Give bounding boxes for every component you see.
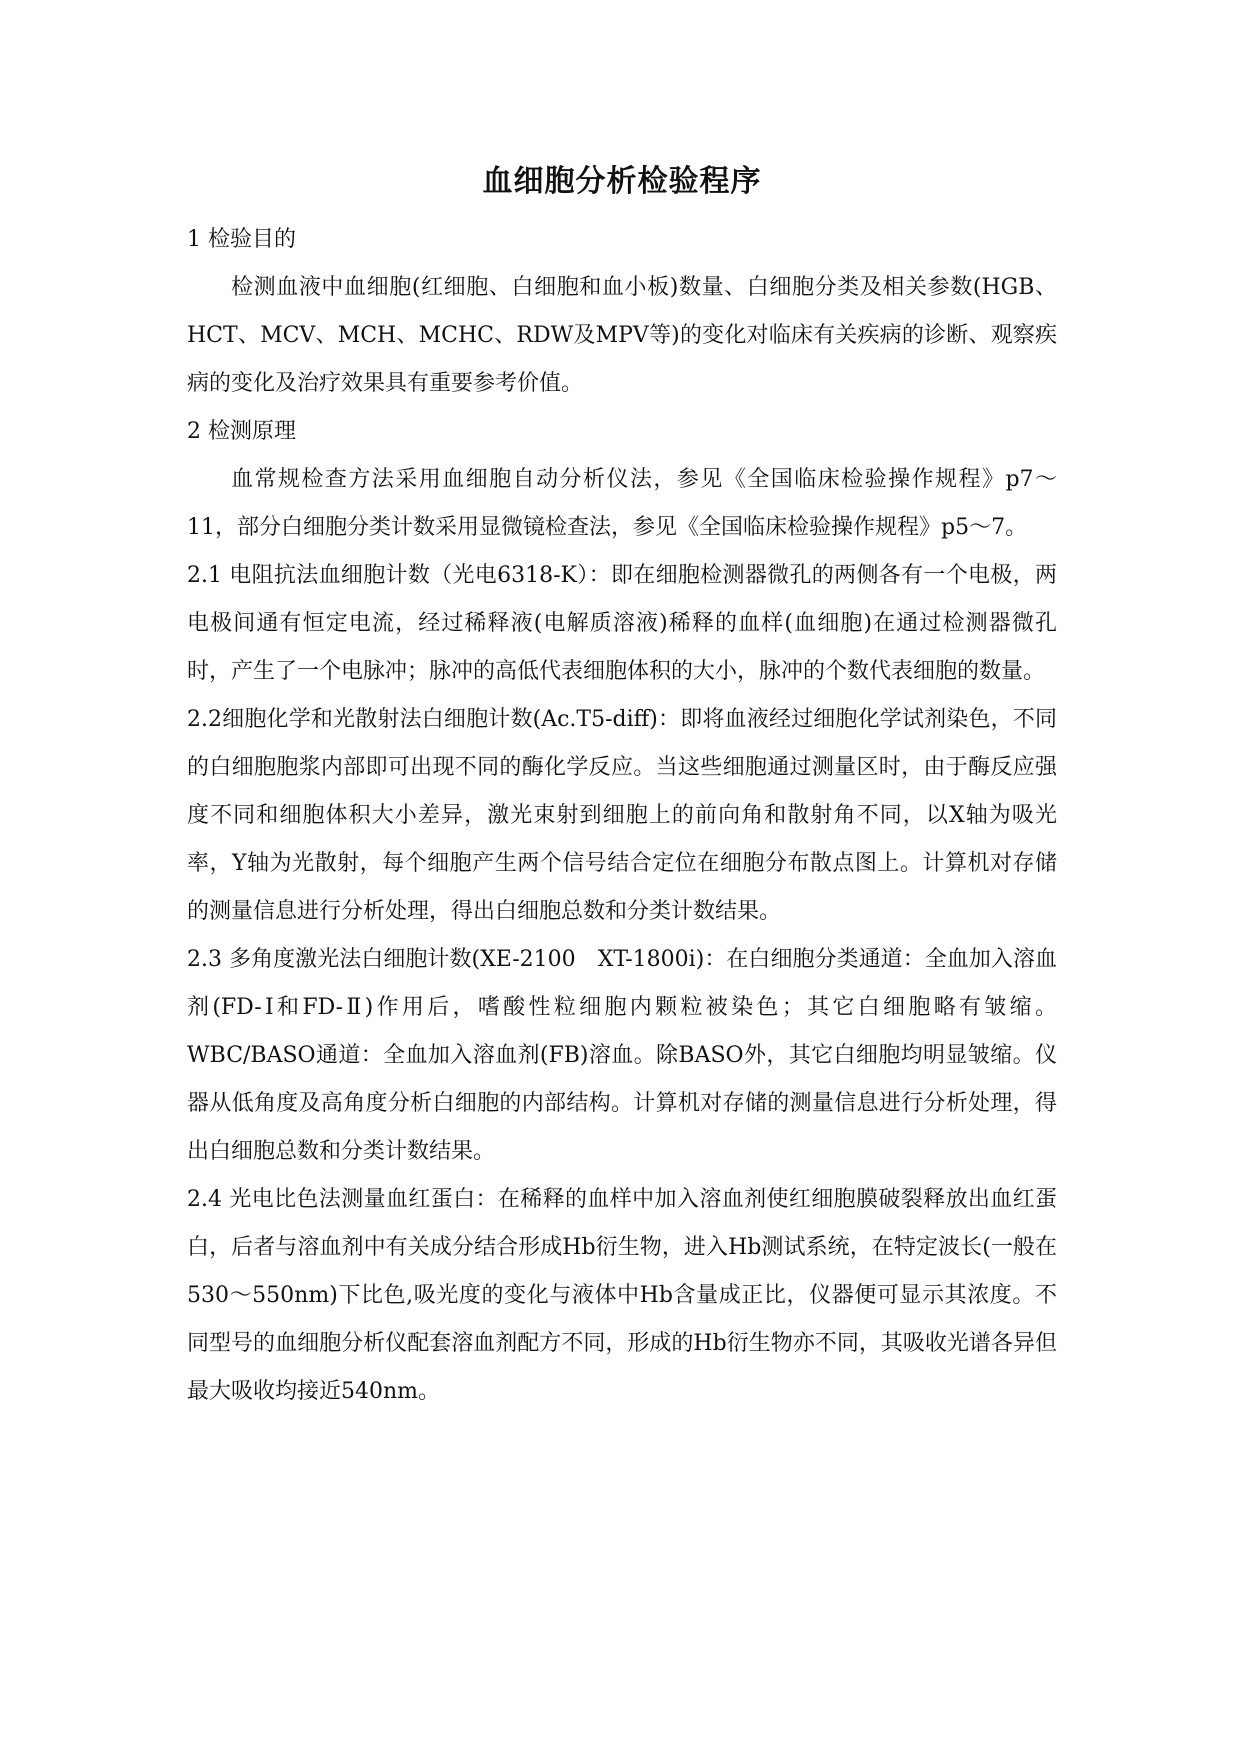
document-title: 血细胞分析检验程序 — [482, 164, 762, 199]
subsection-2-4: 2.4 光电比色法测量血红蛋白：在稀释的血样中加入溶血剂使红细胞膜破裂释放出血红蛋白，后者与溶血剂中有关成分结合形成Hb衍生物，进入Hb测试系统，在特定波长(一般在530～550nm)下比色,吸光度的变化与液体中Hb含量成正比，仪器便可显示其浓度。不同型号的血细胞分析仪配套溶血剂配方不同，形成的Hb衍生物亦不同，其吸收光谱各异但最大吸收均接近540nm。 — [187, 1187, 1057, 1404]
subsection-2-1: 2.1 电阻抗法血细胞计数（光电6318-K）：即在细胞检测器微孔的两侧各有一个电极，两电极间通有恒定电流，经过稀释液(电解质溶液)稀释的血样(血细胞)在通过检测器微孔时，产生了一个电脉冲；脉冲的高低代表细胞体积的大小，脉冲的个数代表细胞的数量。 — [187, 563, 1057, 684]
section-2-paragraph: 血常规检查方法采用血细胞自动分析仪法，参见《全国临床检验操作规程》p7～11，部分白细胞分类计数采用显微镜检查法，参见《全国临床检验操作规程》p5～7。 — [187, 467, 1057, 540]
document-body — [187, 160, 1057, 1416]
section-heading-1: 1 检验目的 — [187, 227, 296, 252]
subsection-2-2: 2.2细胞化学和光散射法白细胞计数(Ac.T5-diff)：即将血液经过细胞化学试剂染色，不同的白细胞胞浆内部即可出现不同的酶化学反应。当这些细胞通过测量区时，由于酶反应强度不同和细胞体积大小差异，激光束射到细胞上的前向角和散射角不同，以X轴为吸光率，Y轴为光散射，每个细胞产生两个信号结合定位在细胞分布散点图上。计算机对存储的测量信息进行分析处理，得出白细胞总数和分类计数结果。 — [187, 707, 1057, 924]
section-1-paragraph: 检测血液中血细胞(红细胞、白细胞和血小板)数量、白细胞分类及相关参数(HGB、HCT、MCV、MCH、MCHC、RDW及MPV等)的变化对临床有关疾病的诊断、观察疾病的变化及治疗效果具有重要参考价值。 — [187, 275, 1057, 396]
section-heading-2: 2 检测原理 — [187, 419, 296, 444]
subsection-2-3: 2.3 多角度激光法白细胞计数(XE-2100 XT-1800i)：在白细胞分类通道：全血加入溶血剂(FD-Ⅰ和FD-Ⅱ)作用后，嗜酸性粒细胞内颗粒被染色；其它白细胞略有皱缩。WBC/BASO通道：全血加入溶血剂(FB)溶血。除BASO外，其它白细胞均明显皱缩。仪器从低角度及高角度分析白细胞的内部结构。计算机对存储的测量信息进行分析处理，得出白细胞总数和分类计数结果。 — [187, 947, 1057, 1164]
